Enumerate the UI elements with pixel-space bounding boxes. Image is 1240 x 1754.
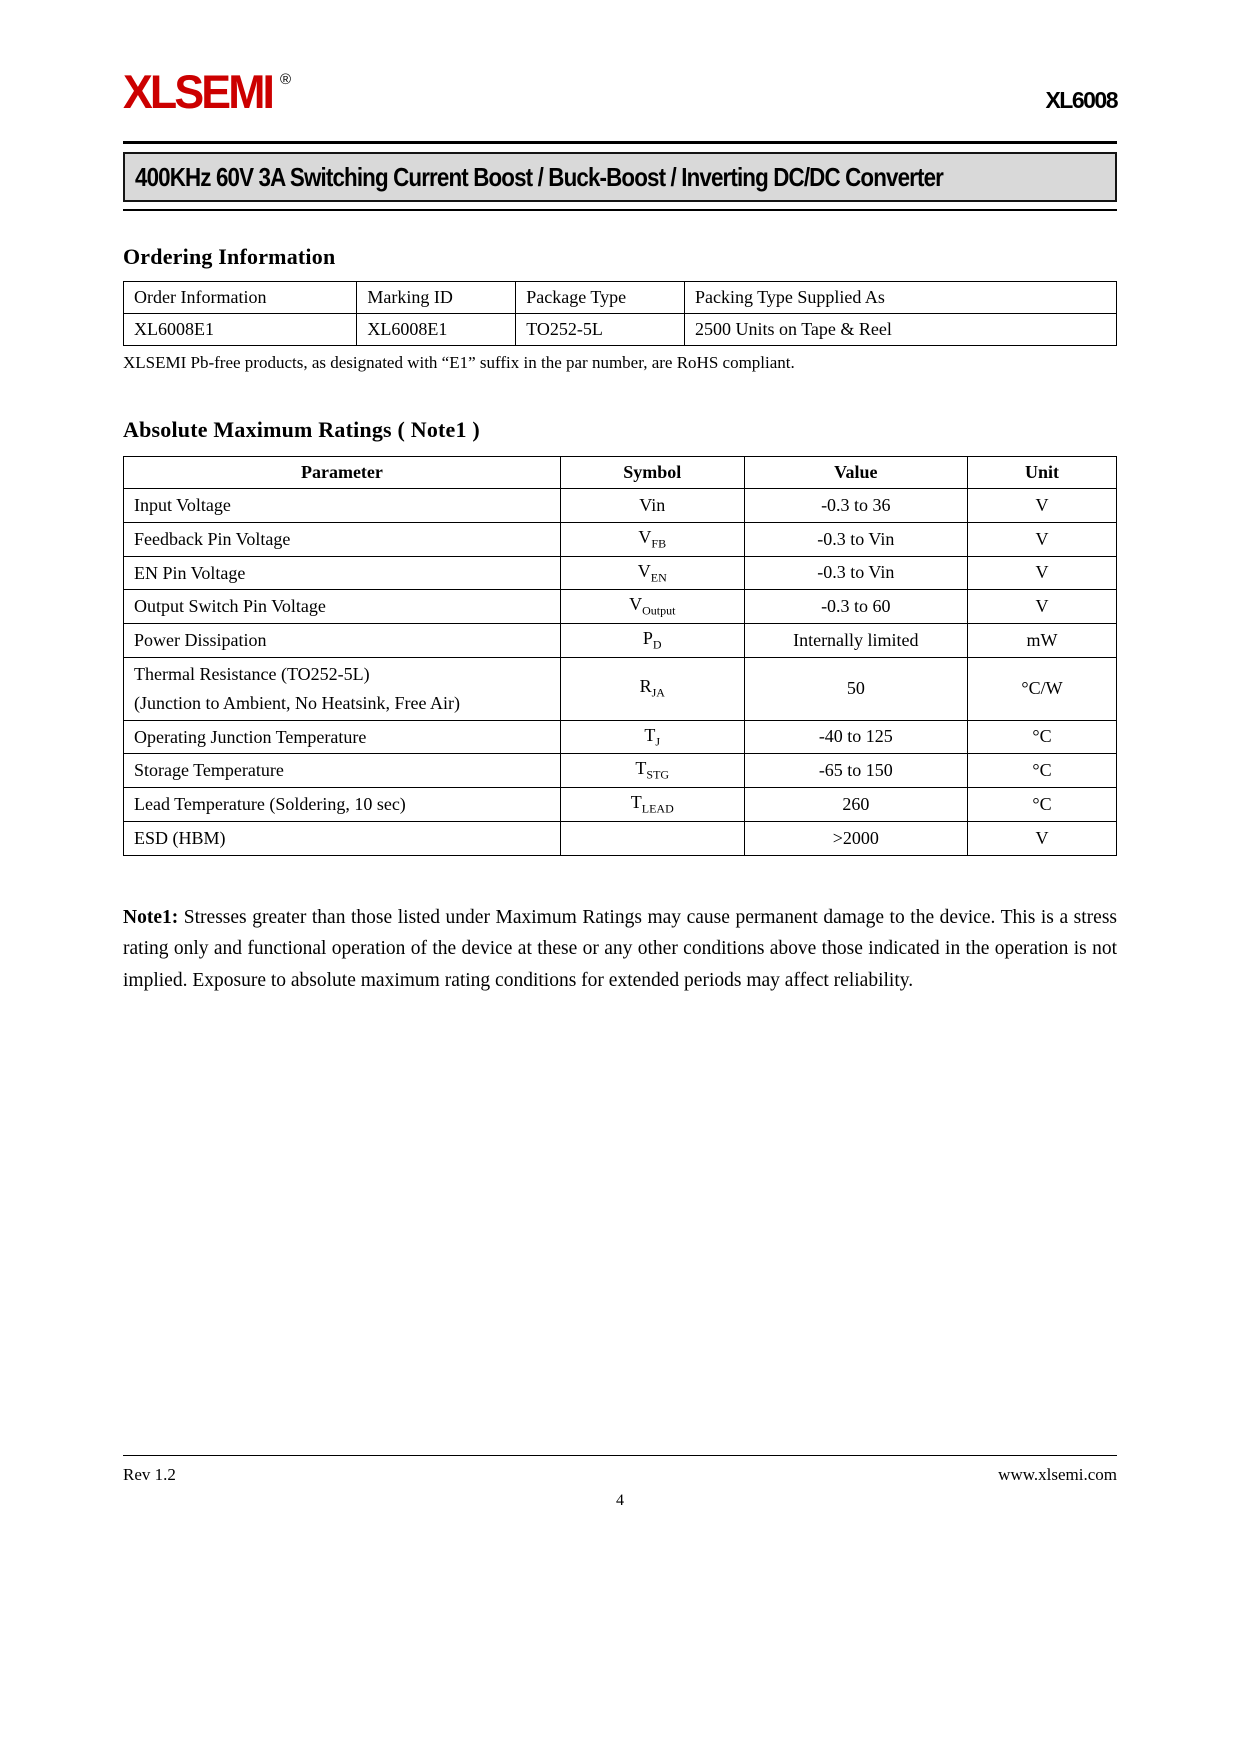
ratings-table-body — [124, 489, 1117, 856]
symbol-cell: $T_{STG}$ — [560, 754, 744, 788]
unit-cell: V — [968, 821, 1117, 855]
table-row — [124, 754, 1117, 788]
parameter-cell: Thermal Resistance (TO252-5L) (Junction to Ambient, No Heatsink, Free Air) — [124, 657, 561, 720]
section-title-ordering: Ordering Information — [123, 244, 336, 269]
unit-cell: °C — [968, 720, 1117, 754]
section-title-ratings: Absolute Maximum Ratings ( Note1 ) — [123, 417, 480, 442]
parameter-cell: EN Pin Voltage — [124, 556, 561, 590]
table-row — [124, 489, 1117, 523]
table-row — [124, 556, 1117, 590]
value-cell: -0.3 to Vin — [744, 556, 967, 590]
parameter-cell: ESD (HBM) — [124, 821, 561, 855]
table-row — [124, 522, 1117, 556]
parameter-cell: Feedback Pin Voltage — [124, 522, 561, 556]
parameter-cell: Storage Temperature — [124, 754, 561, 788]
table-cell: TO252-5L — [516, 314, 685, 346]
note1-text: Stresses greater than those listed under Maximum Ratings may cause permanent damage to the device. This is a stress rating only and functional operation of the device at these or any other conditions above those indicated in the operation is not implied. Exposure to absolute maximum rating conditions for extended periods may affect reliability. — [123, 906, 1117, 991]
footer-row — [123, 1456, 1117, 1485]
value-cell: -0.3 to 60 — [744, 590, 967, 624]
registered-trademark-icon: ® — [279, 71, 292, 88]
unit-cell: V — [968, 556, 1117, 590]
header-divider-thick — [123, 141, 1117, 144]
table-row — [124, 821, 1117, 855]
symbol-cell: $V_{FB}$ — [560, 522, 744, 556]
parameter-cell: Operating Junction Temperature — [124, 720, 561, 754]
unit-cell: V — [968, 590, 1117, 624]
symbol-cell: $V_{Output}$ — [560, 590, 744, 624]
table-cell: XL6008E1 — [357, 314, 516, 346]
page-footer — [123, 1455, 1117, 1510]
value-cell: -0.3 to 36 — [744, 489, 967, 523]
column-header: Marking ID — [357, 282, 516, 314]
unit-cell: V — [968, 489, 1117, 523]
page-number: 4 — [616, 1492, 624, 1509]
parameter-cell: Power Dissipation — [124, 624, 561, 658]
table-header-row — [124, 282, 1117, 314]
symbol-cell: $R_{JA}$ — [560, 657, 744, 720]
unit-cell: °C — [968, 788, 1117, 822]
ordering-table-body — [124, 314, 1117, 346]
page-content — [0, 244, 1240, 997]
column-header: Value — [744, 457, 967, 489]
table-row — [124, 590, 1117, 624]
note1-label: Note1: — [123, 906, 179, 928]
column-header: Order Information — [124, 282, 357, 314]
table-row — [124, 788, 1117, 822]
value-cell: 260 — [744, 788, 967, 822]
table-row — [124, 314, 1117, 346]
value-cell: -0.3 to Vin — [744, 522, 967, 556]
column-header: Parameter — [124, 457, 561, 489]
unit-cell: V — [968, 522, 1117, 556]
value-cell: 50 — [744, 657, 967, 720]
table-row — [124, 657, 1117, 720]
page-header — [0, 0, 1240, 118]
column-header: Unit — [968, 457, 1117, 489]
table-row — [124, 624, 1117, 658]
symbol-cell — [560, 821, 744, 855]
website-label: www.xlsemi.com — [998, 1465, 1117, 1484]
parameter-cell: Lead Temperature (Soldering, 10 sec) — [124, 788, 561, 822]
parameter-cell: Input Voltage — [124, 489, 561, 523]
symbol-cell: $T_J$ — [560, 720, 744, 754]
brand-name: XLSEMI — [123, 65, 273, 118]
unit-cell: °C — [968, 754, 1117, 788]
note1-paragraph — [123, 902, 1117, 997]
revision-label: Rev 1.2 — [123, 1465, 176, 1484]
table-row — [124, 720, 1117, 754]
symbol-cell: Vin — [560, 489, 744, 523]
column-header: Symbol — [560, 457, 744, 489]
title-banner — [123, 152, 1117, 202]
unit-cell: °C/W — [968, 657, 1117, 720]
ordering-table — [123, 281, 1117, 346]
value-cell: >2000 — [744, 821, 967, 855]
table-header-row — [124, 457, 1117, 489]
table-cell: 2500 Units on Tape & Reel — [685, 314, 1117, 346]
ordering-note: XLSEMI Pb-free products, as designated with “E1” suffix in the par number, are RoHS compliant. — [123, 353, 795, 372]
symbol-cell: $P_D$ — [560, 624, 744, 658]
header-divider-thin — [123, 209, 1117, 211]
column-header: Packing Type Supplied As — [685, 282, 1117, 314]
part-number: XL6008 — [1045, 87, 1117, 113]
symbol-cell: $V_{EN}$ — [560, 556, 744, 590]
value-cell: -65 to 150 — [744, 754, 967, 788]
column-header: Package Type — [516, 282, 685, 314]
parameter-cell: Output Switch Pin Voltage — [124, 590, 561, 624]
brand-logo — [123, 65, 292, 118]
value-cell: Internally limited — [744, 624, 967, 658]
table-cell: XL6008E1 — [124, 314, 357, 346]
symbol-cell: $T_{LEAD}$ — [560, 788, 744, 822]
ratings-table — [123, 456, 1117, 856]
unit-cell: mW — [968, 624, 1117, 658]
value-cell: -40 to 125 — [744, 720, 967, 754]
banner-text: 400KHz 60V 3A Switching Current Boost / Buck-Boost / Inverting DC/DC Converter — [135, 161, 943, 192]
